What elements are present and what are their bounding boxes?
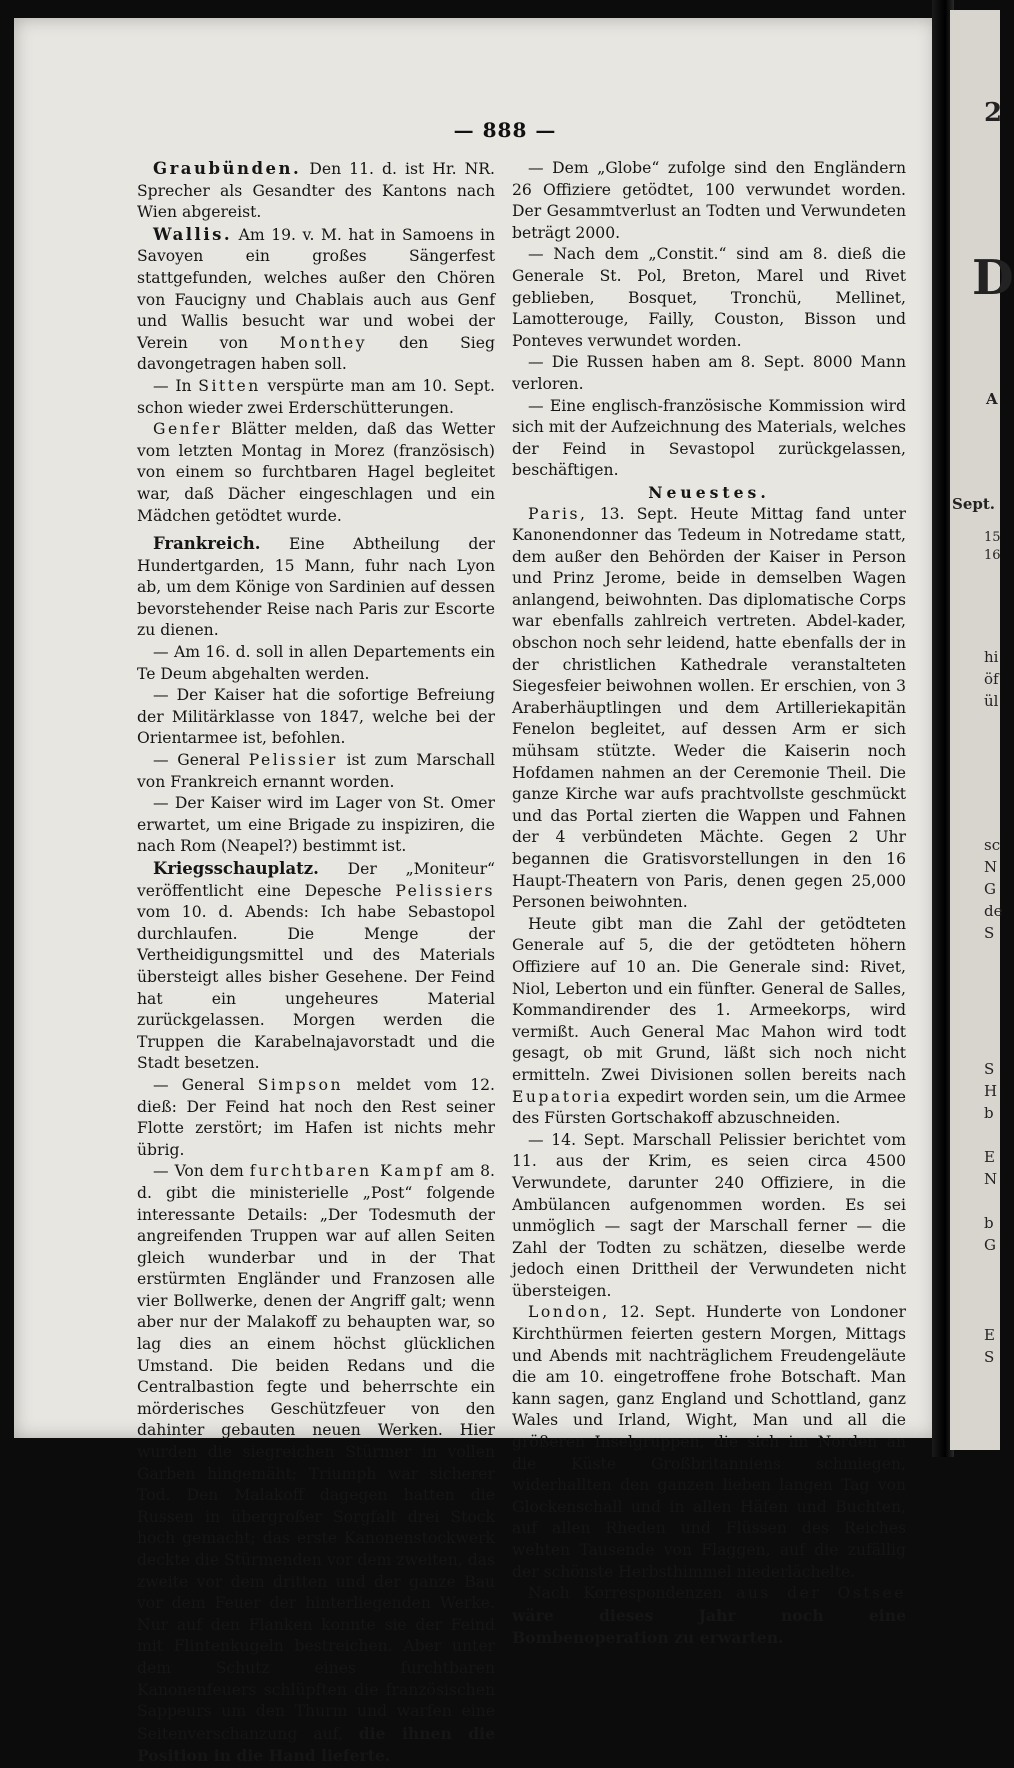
article-london: London, 12. Sept. Hunderte von Londoner Kirchthürmen feierten gestern Morgen, Mittags und Abends mit nachträglichem Freudengeläute die am 10. eingetroffene frohe Botschaft. Man kann sagen, ganz England und Schottland, ganz Wales und Irland, Wight, Man und all die größeren Inselgruppen, die sich im Norden an die Küste Großbritanniens schmiegen, widerhallten den ganzen lieben langen Tag von Glockenschall und in allen Häfen und Buchten, auf allen Rheden und Flüssen des Reiches wehten Tausende von Flaggen, auf die zufällig der schönste Herbsthimmel niederlächelte. (512, 1303, 906, 1581)
article-globe: — Dem „Globe“ zufolge sind den Engländern 26 Offiziere getödtet, 100 verwundet worden. Der Gesammtverlust an Todten und Verwundeten beträgt 2000. (512, 159, 906, 242)
article-pelissier: — General Pelissier ist zum Marschall von Frankreich ernannt worden. (137, 751, 496, 791)
next-page-fragment: ül (984, 692, 999, 710)
next-page-fragment: G (984, 1236, 996, 1254)
next-page-fragment: N (984, 858, 998, 876)
article-generale: Heute gibt man die Zahl der getödteten Generale auf 5, die der getödteten höhern Offiziere auf 10 an. Die Generale sind: Rivet, Niol, Leberton und ein fünfter. General de Salles, Kommandirender des 1. Armeekorps, wird vermißt. Auch General Mac Mahon wird todt gesagt, ob mit Grund, läßt sich noch nicht ermitteln. Zwei Divisionen sollen bereits nach Eupatoria expedirt worden sein, um die Armee des Fürsten Gortschakoff abzuschneiden. (512, 914, 906, 1128)
next-page-fragment: 16 (984, 548, 1001, 563)
article-sept14: — 14. Sept. Marschall Pelissier berichtet vom 11. aus der Krim, es seien circa 4500 Verwundete, darunter 240 Offiziere, in die Ambülancen aufgenommen worden. Es sei unmöglich — sagt der Marschall ferner — die Zahl der Todten zu schätzen, dieselbe werde jedoch einen Drittheil der Verwundeten nicht übersteigen. (512, 1130, 906, 1300)
next-page-fragment: D (972, 250, 1014, 306)
article-wallis: Wallis. Am 19. v. M. hat in Samoens in Savoyen ein großes Sängerfest stattgefunden, welches außer den Chören von Faucigny und Chablais auch aus Genf und Wallis besucht war und wobei der Verein von Monthey den Sieg davongetragen haben soll. (137, 224, 495, 374)
next-page-fragment: 2 (984, 98, 1003, 128)
right-column (512, 158, 906, 1650)
next-page-fragment: sc (984, 836, 1001, 854)
next-page-fragment: E (984, 1326, 995, 1344)
article-simpson: — General Simpson meldet vom 12. dieß: Der Feind hat noch den Rest seiner Flotte zerstört; im Hafen ist nichts mehr übrig. (137, 1075, 495, 1159)
article-paris: Paris, 13. Sept. Heute Mittag fand unter Kanonendonner das Tedeum in Notredame statt, dem außer den Behörden der Kaiser in Person und Prinz Jerome, beide in demselben Wagen anlangend, beiwohnten. Das diplomatische Corps war ebenfalls zahlreich vertreten. Abdel-kader, obschon noch sehr leidend, hatte ebenfalls der in der christlichen Kathedrale veranstalteten Siegesfeier beiwohnen wollen. Er erschien, von 3 Araberhäuptlingen und dem Artilleriekapitän Fenelon begleitet, auf dessen Arm er sich mühsam stützte. Weder die Kaiserin noch Hofdamen nahmen an der Ceremonie Theil. Die ganze Kirche war aufs prachtvollste geschmückt und das Portal zierten die Wappen und Fahnen der 4 verbündeten Mächte. Gegen 2 Uhr begannen die Gratisvorstellungen in den 16 Haupt-Theatern von Paris, denen gegen 25,000 Personen beiwohnten. (512, 504, 906, 912)
left-column (137, 158, 495, 1768)
article-constit: — Nach dem „Constit.“ sind am 8. dieß die Generale St. Pol, Breton, Marel und Rivet geblieben, Bosquet, Tronchü, Mellinet, Lamotterouge, Failly, Couston, Bisson und Ponteves verwundet worden. (512, 245, 906, 350)
page-number: — 888 — (453, 118, 557, 142)
article-te-deum: — Am 16. d. soll in allen Departements ein Te Deum abgehalten werden. (137, 643, 495, 683)
next-page-fragment: de (984, 902, 1003, 920)
next-page-fragment: Sept. (952, 495, 996, 513)
next-page-fragment: b (984, 1104, 994, 1122)
article-kommission: — Eine englisch-französische Kommission wird sich mit der Aufzeichnung des Materials, welches der Feind in Sevastopol zurückgelassen, beschäftigen. (512, 396, 906, 480)
adjacent-page-fragment (950, 10, 1014, 1450)
next-page-fragment: E (984, 1148, 995, 1166)
article-st-omer: — Der Kaiser wird im Lager von St. Omer erwartet, um eine Brigade zu inspiziren, die nach Rom (Neapel?) bestimmt ist. (137, 794, 495, 856)
next-page-fragment: A (986, 390, 998, 408)
next-page-fragment: 15 (984, 530, 1001, 545)
next-page-fragment: öf (984, 670, 999, 688)
article-kriegsschauplatz: Kriegsschauplatz. Der „Moniteur“ veröffentlicht eine Depesche Pelissiers vom 10. d. Abends: Ich habe Sebastopol durchlaufen. Die Menge der Vertheidigungsmittel und des Materials übersteigt alles bisher Gesehene. Der Feind hat ein ungeheures Material zurückgelassen. Morgen werden die Truppen die Karabelnajavorstadt und die Stadt besetzen. (137, 859, 495, 1073)
article-ostsee: Nach Korrespondenzen aus der Ostsee wäre dieses Jahr noch eine Bombenoperation zu erwarten. (512, 1584, 906, 1648)
next-page-fragment: N (984, 1170, 998, 1188)
next-page-fragment: b (984, 1214, 994, 1232)
article-befreiung: — Der Kaiser hat die sofortige Befreiung der Militärklasse von 1847, welche bei der Orientarmee ist, befohlen. (137, 686, 495, 748)
article-frankreich: Frankreich. Eine Abtheilung der Hundertgarden, 15 Mann, fuhr nach Lyon ab, um dem Könige von Sardinien auf dessen bevorstehender Reise nach Paris zur Escorte zu dienen. (137, 534, 495, 640)
section-heading-neuestes: Neuestes. (648, 482, 770, 502)
article-genfer: Genfer Blätter melden, daß das Wetter vom letzten Montag in Morez (französisch) von einem so furchtbaren Hagel begleitet war, daß Dächer eingeschlagen und ein Mädchen getödtet wurde. (137, 420, 495, 525)
next-page-fragment: G (984, 880, 996, 898)
article-sitten: — In Sitten verspürte man am 10. Sept. schon wieder zwei Erderschütterungen. (137, 376, 495, 417)
article-kampf: — Von dem furchtbaren Kampf am 8. d. gibt die ministerielle „Post“ folgende interessante Details: „Der Todesmuth der angreifenden Truppen war auf allen Seiten gleich wunderbar und in der That erstürmten Engländer und Franzosen alle vier Bollwerke, denen der Angriff galt; wenn aber nur der Malakoff zu behaupten war, so lag dies an einem höchst glücklichen Umstand. Die beiden Redans und die Centralbastion fegte und beherrschte ein mörderisches Geschützfeuer von den dahinter gebauten neuen Werken. Hier wurden die siegreichen Stürmer in vollen Garben hingemäht; Triumph war sicherer Tod. Den Malakoff dagegen hatten die Russen in übergroßer Sorgfalt drei Stock hoch gemacht; das erste Kanonenstockwerk deckte die Stürmenden vor dem zweiten, das zweite vor dem dritten und der ganze Bau vor dem Feuer der hinterliegenden Werke. Nur auf den Flanken konnte sie der Feind mit Flintenkugeln bestreichen. Aber unter dem Schutz eines furchtbaren Kanonenfeuers schlüpften die französischen Sappeurs um den Thurm und warfen eine Seitenverschanzung auf, die ihnen die Position in die Hand lieferte. (137, 1162, 495, 1766)
next-page-fragment: S (984, 1348, 995, 1366)
next-page-fragment: hi (984, 648, 999, 666)
next-page-fragment: S (984, 1060, 995, 1078)
next-page-fragment: H (984, 1082, 998, 1100)
article-russen: — Die Russen haben am 8. Sept. 8000 Mann verloren. (512, 353, 906, 393)
article-graubuenden: Graubünden. Den 11. d. ist Hr. NR. Sprecher als Gesandter des Kantons nach Wien abgereist. (137, 159, 495, 222)
next-page-fragment: S (984, 924, 995, 942)
